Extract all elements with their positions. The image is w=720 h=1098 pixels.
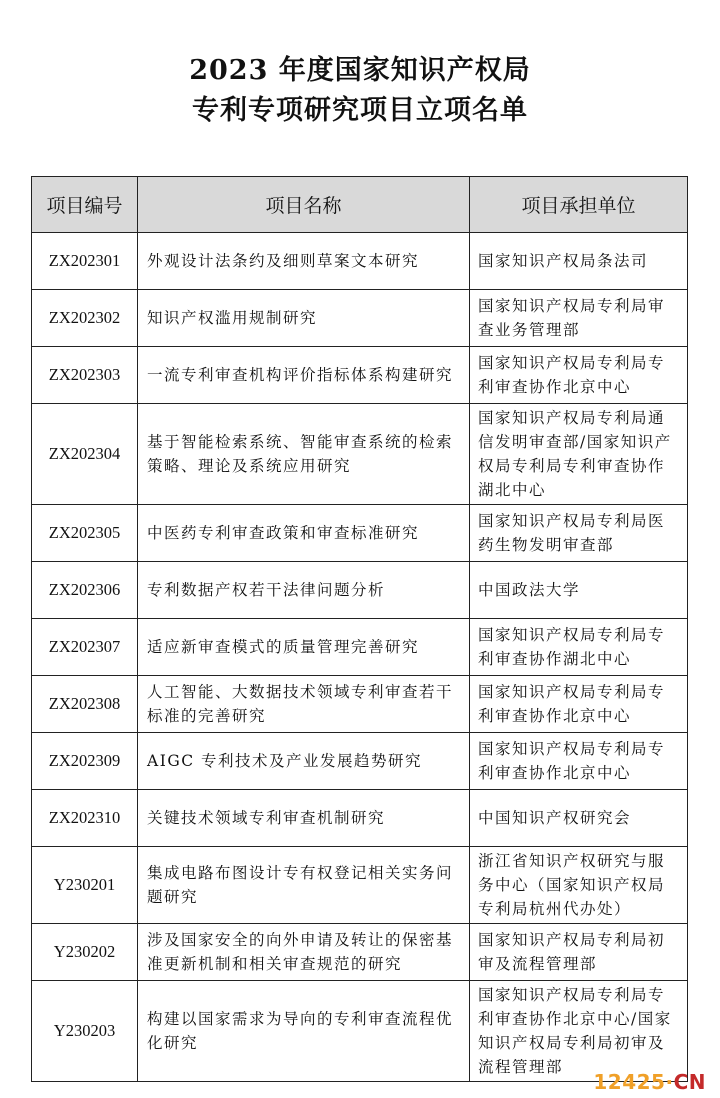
table-row [32,290,688,347]
header-project-name: 项目名称 [138,177,470,233]
table-row [32,733,688,790]
project-code: Y230201 [32,847,138,924]
project-unit: 国家知识产权局专利局初审及流程管理部 [470,924,688,981]
table-row [32,981,688,1082]
project-unit: 国家知识产权局专利局专利审查协作湖北中心 [470,619,688,676]
project-code: ZX202302 [32,290,138,347]
table-row [32,505,688,562]
project-unit: 国家知识产权局专利局专利审查协作北京中心 [470,347,688,404]
project-name: 关键技术领域专利审查机制研究 [138,790,470,847]
project-code: ZX202308 [32,676,138,733]
project-code: ZX202309 [32,733,138,790]
watermark-number: 12425 [593,1070,666,1094]
project-name: 构建以国家需求为导向的专利审查流程优化研究 [138,981,470,1082]
site-watermark [593,1070,706,1094]
project-unit: 国家知识产权局专利局通信发明审查部/国家知识产权局专利局专利审查协作湖北中心 [470,404,688,505]
header-project-code: 项目编号 [32,177,138,233]
project-code: Y230202 [32,924,138,981]
table-header-row [32,177,688,233]
document-title-line-2: 专利专项研究项目立项名单 [192,95,528,126]
project-name: 集成电路布图设计专有权登记相关实务问题研究 [138,847,470,924]
project-unit: 国家知识产权局专利局专利审查协作北京中心 [470,733,688,790]
project-unit: 国家知识产权局专利局专利审查协作北京中心 [470,676,688,733]
table-row [32,404,688,505]
project-code: ZX202310 [32,790,138,847]
project-unit: 国家知识产权局专利局审查业务管理部 [470,290,688,347]
table-row [32,676,688,733]
table-row [32,562,688,619]
project-code: ZX202303 [32,347,138,404]
project-name: 适应新审查模式的质量管理完善研究 [138,619,470,676]
table-row [32,347,688,404]
project-name: 中医药专利审查政策和审查标准研究 [138,505,470,562]
project-unit: 中国政法大学 [470,562,688,619]
table-row [32,847,688,924]
project-code: ZX202307 [32,619,138,676]
project-name: 涉及国家安全的向外申请及转让的保密基准更新机制和相关审查规范的研究 [138,924,470,981]
project-name: 基于智能检索系统、智能审查系统的检索策略、理论及系统应用研究 [138,404,470,505]
document-title-line-1: 2023 年度国家知识产权局 [189,55,531,86]
table-row [32,619,688,676]
project-unit: 中国知识产权研究会 [470,790,688,847]
project-code: ZX202305 [32,505,138,562]
project-unit: 国家知识产权局条法司 [470,233,688,290]
project-unit: 国家知识产权局专利局专利审查协作北京中心/国家知识产权局专利局初审及流程管理部 [470,981,688,1082]
project-name: 外观设计法条约及细则草案文本研究 [138,233,470,290]
project-code: ZX202304 [32,404,138,505]
watermark-suffix: CN [673,1070,706,1094]
project-name: 人工智能、大数据技术领域专利审查若干标准的完善研究 [138,676,470,733]
project-code: Y230203 [32,981,138,1082]
watermark-dot: · [665,1070,674,1094]
project-code: ZX202306 [32,562,138,619]
project-unit: 浙江省知识产权研究与服务中心（国家知识产权局专利局杭州代办处） [470,847,688,924]
table-row [32,924,688,981]
project-unit: 国家知识产权局专利局医药生物发明审查部 [470,505,688,562]
project-name: AIGC 专利技术及产业发展趋势研究 [138,733,470,790]
project-name: 知识产权滥用规制研究 [138,290,470,347]
project-name: 专利数据产权若干法律问题分析 [138,562,470,619]
header-project-unit: 项目承担单位 [470,177,688,233]
project-table [31,176,688,1082]
project-code: ZX202301 [32,233,138,290]
project-name: 一流专利审查机构评价指标体系构建研究 [138,347,470,404]
table-row [32,233,688,290]
table-row [32,790,688,847]
